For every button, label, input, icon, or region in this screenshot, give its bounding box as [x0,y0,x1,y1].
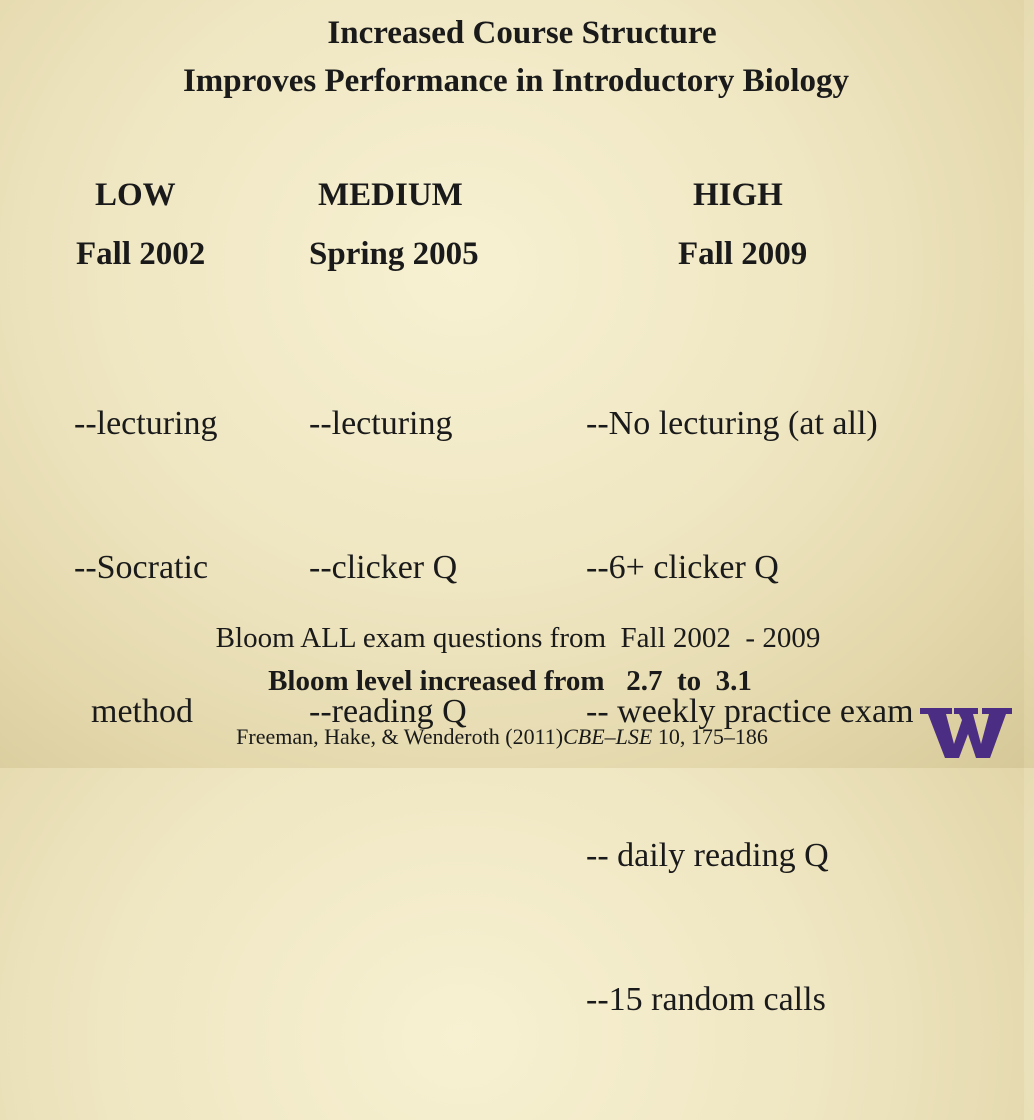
list-item: --6+ clicker Q [586,549,779,586]
list-item: --clicker Q [309,549,458,586]
list-item: --lecturing [309,405,453,442]
slide-title-line-2: Improves Performance in Introductory Biology [182,63,850,99]
column-medium-level: MEDIUM [318,177,463,213]
column-medium-list [309,304,467,832]
column-medium-term: Spring 2005 [309,236,479,272]
list-item: --Socratic [74,549,209,586]
column-low-list [74,304,218,832]
list-item: --15 random calls [586,981,826,1018]
slide-title-line-1: Increased Course Structure [327,15,717,51]
column-low-term: Fall 2002 [76,236,206,272]
bloom-result: Bloom level increased from 2.7 to 3.1 [268,665,752,697]
column-high-level: HIGH [693,177,783,213]
column-high-list [586,304,914,1120]
citation-authors: Freeman, Hake, & Wenderoth (2011) [236,724,564,749]
list-item: --reading Q [309,693,467,730]
list-item: --No lecturing (at all) [586,405,878,442]
university-of-washington-w-logo-icon [918,702,1014,762]
citation-journal: CBE–LSE [563,724,653,749]
column-low-level: LOW [95,177,176,213]
citation-reference: 10, 175–186 [652,724,768,749]
list-item: -- daily reading Q [586,837,829,874]
list-item: --lecturing [74,405,218,442]
column-high-term: Fall 2009 [678,236,808,272]
citation [0,724,1014,750]
list-item: -- weekly practice exam [586,693,914,730]
bloom-summary: Bloom ALL exam questions from Fall 2002 - 2009 [215,622,821,654]
list-item: method [74,693,193,730]
